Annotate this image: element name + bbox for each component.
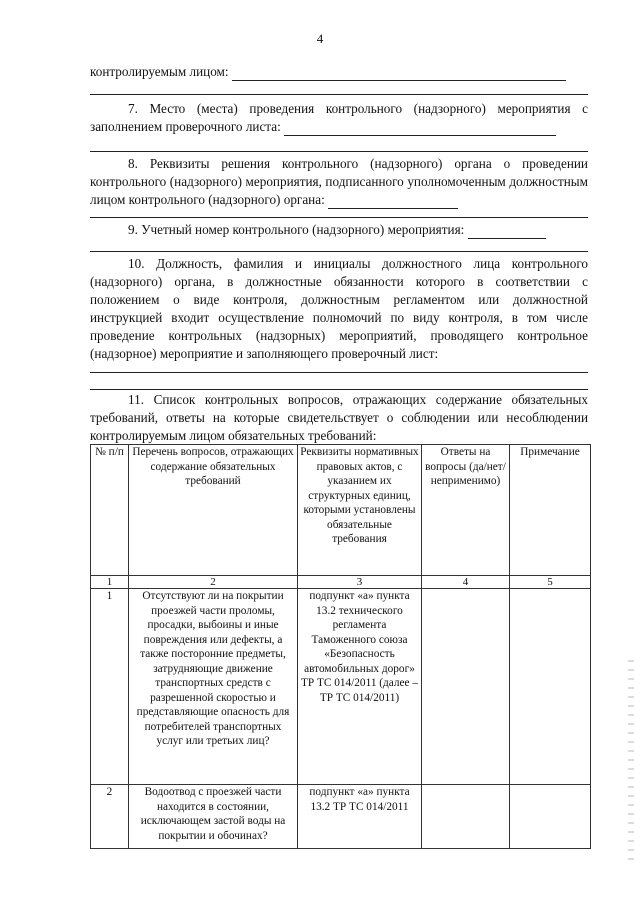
column-number: 5: [510, 576, 591, 589]
fill-line: [328, 194, 458, 209]
scan-artifact: [628, 660, 634, 860]
reference-cell: подпункт «а» пункта 13.2 ТР ТС 014/2011: [298, 785, 422, 849]
paragraph-9: [90, 221, 588, 239]
fill-line: [284, 121, 556, 136]
row-number: 1: [91, 589, 129, 785]
column-number-row: [91, 576, 591, 589]
column-number: 2: [129, 576, 298, 589]
answer-cell: [422, 785, 510, 849]
paragraph-9-text: 9. Учетный номер контрольного (надзорного) мероприятия:: [128, 222, 465, 237]
header-cell-answers: Ответы на вопросы (да/нет/ неприменимо): [422, 445, 510, 576]
fill-line: [90, 94, 588, 95]
table-row: [91, 589, 591, 785]
header-cell-note: Примечание: [510, 445, 591, 576]
fill-line: [468, 224, 546, 239]
note-cell: [510, 785, 591, 849]
fill-line: [232, 66, 566, 81]
paragraph-10: [90, 255, 588, 363]
paragraph-10-text: 10. Должность, фамилия и инициалы должностного лица контрольного (надзорного) органа, в должностные обязанности которого в соответствии с положением о виде контроля, должностным регламентом или должностной инструкцией входит осуществление полномочий по виду контроля, в том числе проведение контрольных (надзорных) мероприятий, проводящего контрольное (надзорное) мероприятие и заполняющего проверочный лист:: [90, 256, 588, 361]
answer-cell: [422, 589, 510, 785]
paragraph-11: [90, 391, 588, 445]
paragraph-11-text: 11. Список контрольных вопросов, отражающих содержание обязательных требований, ответы на которые свидетельствует о соблюдении или несоблюдении контролируемым лицом обязательных требований:: [90, 392, 588, 443]
paragraph-7: [90, 100, 588, 136]
header-cell-references: Реквизиты нормативных правовых актов, с указанием их структурных единиц, которыми установлены обязательные требования: [298, 445, 422, 576]
fill-line: [90, 372, 588, 373]
column-number: 1: [91, 576, 129, 589]
fill-line: [90, 389, 588, 390]
column-number: 4: [422, 576, 510, 589]
paragraph-7-text: 7. Место (места) проведения контрольного (надзорного) мероприятия с заполнением проверочного листа:: [90, 101, 588, 134]
fill-line: [90, 217, 588, 218]
checklist-table: [90, 444, 591, 849]
header-cell-number: № п/п: [91, 445, 129, 576]
page-number: 4: [316, 31, 324, 46]
header-cell-questions: Перечень вопросов, отражающих содержание обязательных требований: [129, 445, 298, 576]
note-cell: [510, 589, 591, 785]
paragraph-8-text: 8. Реквизиты решения контрольного (надзорного) органа о проведении контрольного (надзорного) мероприятия, подписанного уполномоченным должностным лицом контрольного (надзорного) органа:: [90, 156, 588, 207]
reference-cell: подпункт «а» пункта 13.2 технического регламента Таможенного союза «Безопасность автомобильных дорог» ТР ТС 014/2011 (далее – ТР ТС 014/2011): [298, 589, 422, 785]
paragraph-8: [90, 155, 588, 209]
fill-line: [90, 251, 588, 252]
question-cell: Водоотвод с проезжей части находится в состоянии, исключающем застой воды на покрытии и обочинах?: [129, 785, 298, 849]
table-header-row: [91, 445, 591, 576]
paragraph-6-text: контролируемым лицом:: [90, 64, 229, 79]
question-cell: Отсутствуют ли на покрытии проезжей части проломы, просадки, выбоины и иные повреждения или дефекты, а также посторонние предметы, затрудняющие движение транспортных средств с разрешенной скоростью и представляющие опасность для потребителей транспортных услуг или третьих лиц?: [129, 589, 298, 785]
column-number: 3: [298, 576, 422, 589]
row-number: 2: [91, 785, 129, 849]
table-row: [91, 785, 591, 849]
paragraph-6-tail: [90, 63, 588, 81]
fill-line: [90, 151, 588, 152]
